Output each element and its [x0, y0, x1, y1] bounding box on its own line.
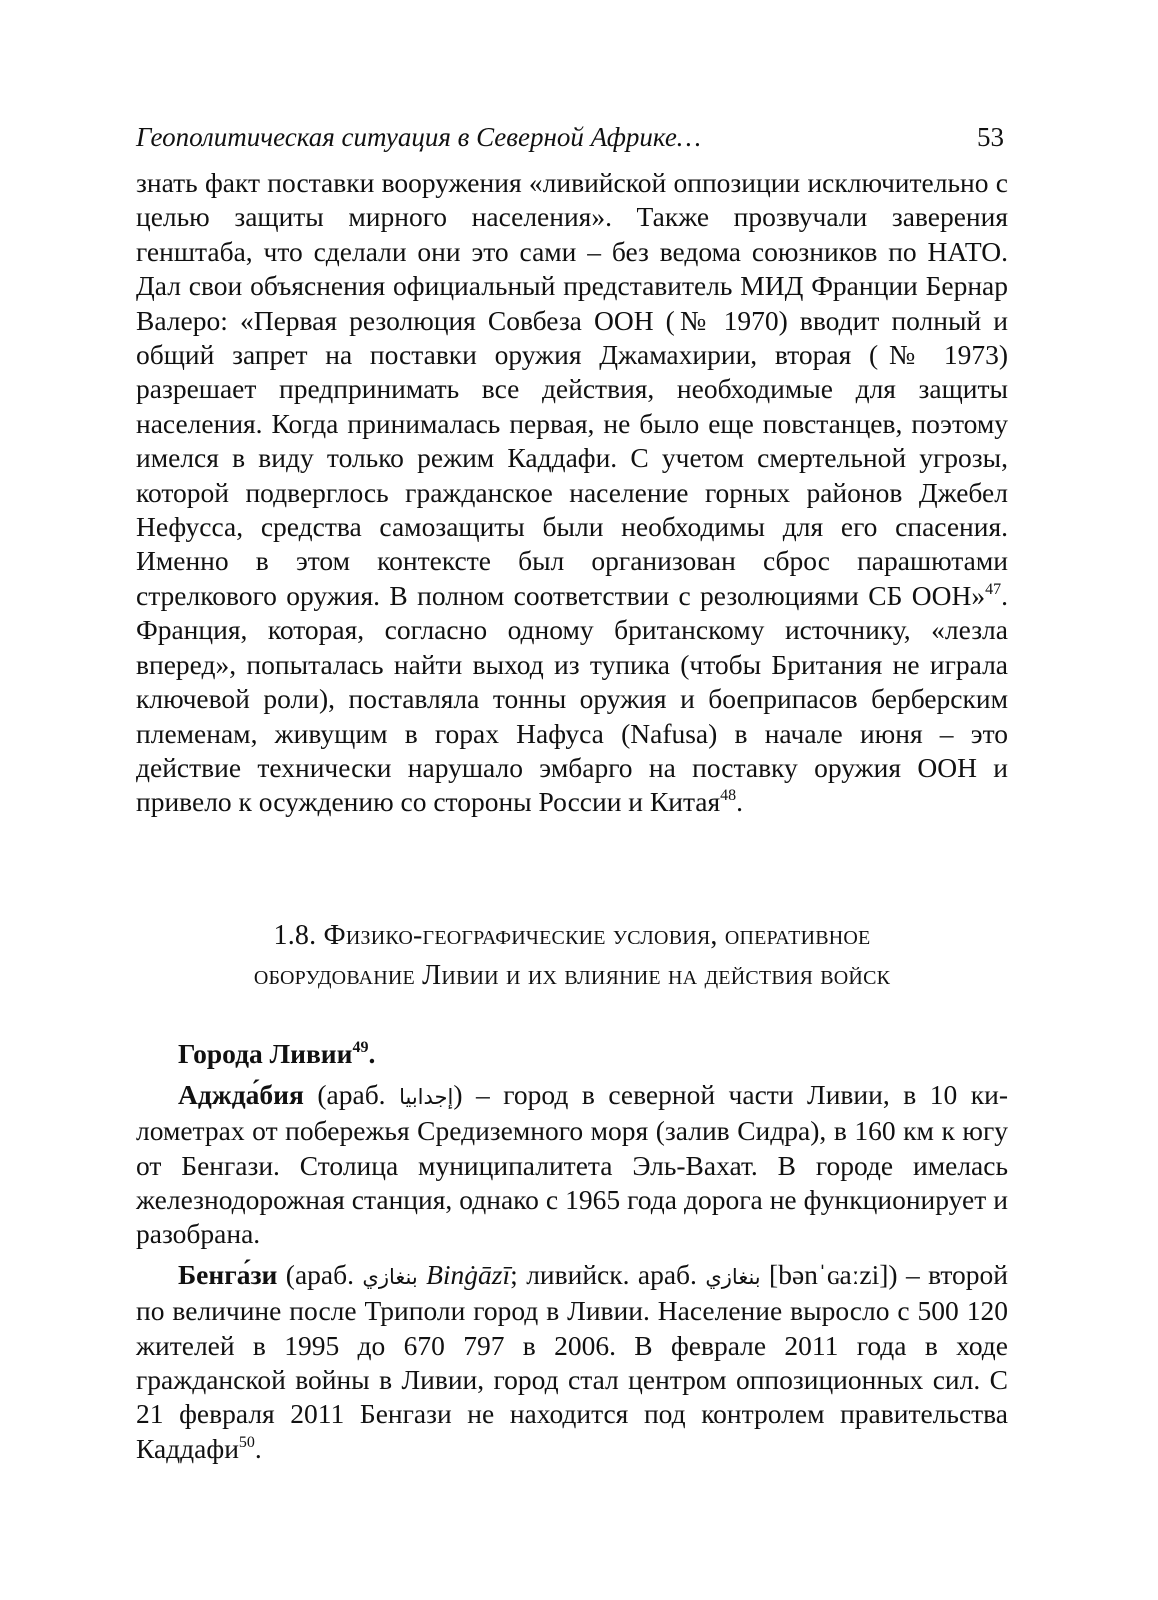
page-number: 53	[977, 122, 1004, 152]
arabic-name: إجدابيا	[399, 1084, 454, 1109]
arabic-name: بنغازي	[705, 1264, 761, 1289]
footnote-ref: 49	[352, 1038, 369, 1056]
entry-benghazi	[136, 1258, 1008, 1466]
footnote-ref: 50	[238, 1433, 255, 1451]
entry-text: ) – город в северной части Ливии, в 10 километрах от побережья Средиземного моря (залив Сидра), в 160 км к югу от Бенгази. Столица муниципалитета Эль-Вахат. В городе имелась железнодорожная станция, однако с 1965 года дорога не функционирует и разобрана.	[136, 1078, 1008, 1250]
paragraph-text: . Франция, которая, согласно одному британскому источнику, «лезла вперед», попыталась найти выход из тупика (чтобы Британия не играла ключевой роли), поставляла тонны оружия и боеприпасов берберским племенам, живущим в горах Нафуса (Nafusa) в начале июня – это действие технически нарушало эмбарго на поставку оружия ООН и привело к осуждению со стороны России и Китая	[136, 579, 1008, 818]
page-header	[136, 120, 1008, 154]
footnote-ref: 47	[985, 580, 1002, 598]
arabic-name: بنغازي	[362, 1264, 418, 1289]
entry-text: .	[254, 1432, 262, 1464]
paragraph-text: .	[736, 786, 744, 818]
subheading-end: .	[368, 1037, 376, 1069]
subheading-text: Города Ливии	[178, 1037, 353, 1069]
running-title: Геополитическая ситуация в Северной Африке…	[136, 122, 701, 152]
section-heading-line: 1.8. Физико-географические условия, оперативное	[273, 919, 871, 951]
entry-term: Бенга́зи	[178, 1258, 278, 1290]
entry-text: (араб.	[277, 1258, 363, 1290]
subheading	[178, 1036, 1008, 1072]
entry-text: (араб.	[303, 1078, 400, 1110]
section-heading-line: оборудование Ливии и их влияние на действия войск	[253, 959, 891, 991]
entry-term: Аджда́бия	[178, 1078, 304, 1110]
paragraph-text: знать факт поставки вооружения «ливийской оппозиции исключительно с целью защиты мирного населения». Также прозвучали заверения генштаба, что сделали они это сами – без ведома союзников по НАТО. Дал свои объяснения официальный представитель МИД Франции Бернар Валеро: «Первая резолюция Совбеза ООН (№ 1970) вводит полный и общий запрет на поставки оружия Джамахирии, вторая (№ 1973) разрешает предпринимать все действия, необходимые для защиты населения. Когда принималась первая, не было еще повстанцев, поэтому имелся в виду только режим Каддафи. С учетом смертельной угрозы, которой подверглось гражданское население горных районов Джебел Нефусса, средства самозащиты были необходимы для его спасения. Именно в этом контексте был организован сброс парашютами стрелкового оружия. В полном соответствии с резолюциями СБ ООН»	[136, 167, 1008, 611]
section-heading	[136, 916, 1008, 996]
entry-ajdabiya	[136, 1078, 1008, 1252]
book-page	[136, 120, 1008, 1466]
entry-text: ; ливийск. араб.	[510, 1258, 706, 1290]
transliteration: Binġāzī	[417, 1258, 511, 1290]
body-paragraph	[136, 166, 1008, 820]
footnote-ref: 48	[720, 787, 737, 805]
entry-text: [bənˈɢaːzi]) – второй по величине после Триполи город в Ливии. Население выросло с 500 120 жителей в 1995 до 670 797 в 2006. В феврале 2011 года в ходе гражданской войны в Ливии, город стал центром оппозиционных сил. С 21 февраля 2011 Бенгази не находится под контролем правительства Каддафи	[136, 1258, 1009, 1464]
